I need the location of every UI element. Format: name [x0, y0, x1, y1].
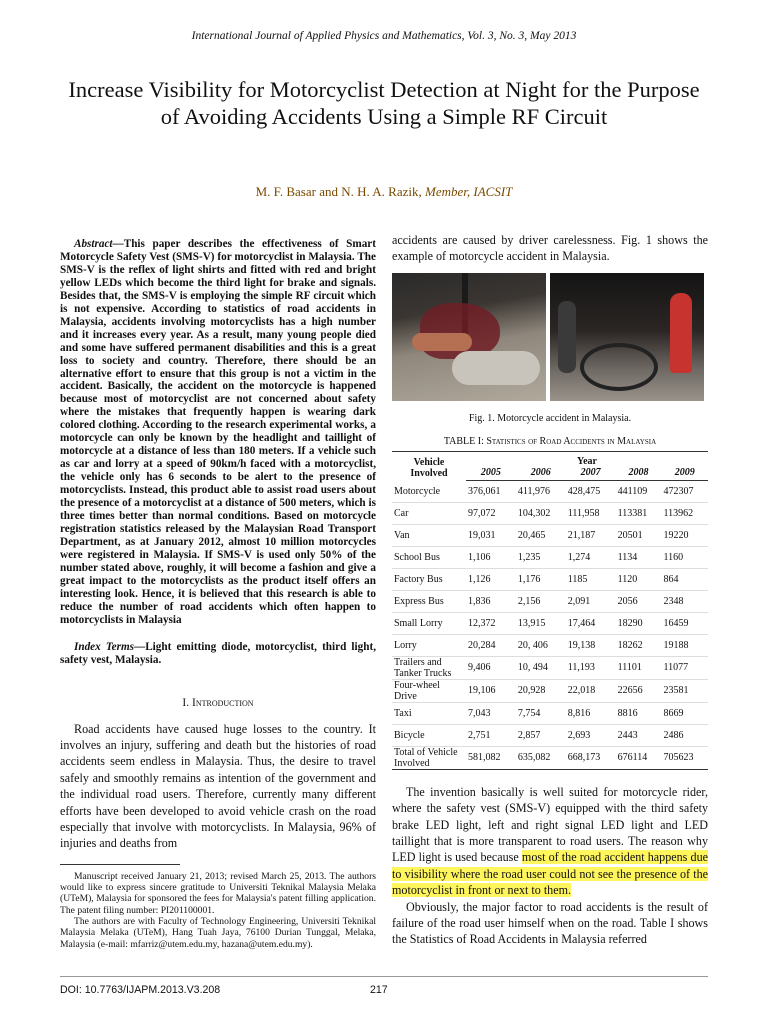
table-year: 2009: [662, 467, 708, 481]
author-names: M. F. Basar and N. H. A. Razik,: [255, 184, 422, 199]
index-terms: [60, 641, 376, 667]
table-cell-vehicle: Small Lorry: [392, 612, 466, 634]
table-cell: 8816: [616, 702, 662, 724]
table-cell: 1,126: [466, 568, 516, 590]
table-cell-vehicle: Car: [392, 502, 466, 524]
table-cell: 19,138: [566, 634, 616, 656]
table-cell: 22,018: [566, 679, 616, 702]
table-cell-vehicle: Total of Vehicle Involved: [392, 746, 466, 769]
table-row: [392, 568, 708, 590]
table-cell: 11,193: [566, 656, 616, 679]
table-year: 2005: [466, 467, 516, 481]
footnote-affiliation: The authors are with Faculty of Technology Engineering, Universiti Teknikal Malaysia Melaka (UTeM), Hang Tuah Jaya, 76100 Durian Tunggal, Melaka, Malaysia (e-mail: mfarriz@utem.edu.my, hazana@utem.edu.my).: [60, 916, 376, 950]
table-cell: 19,031: [466, 524, 516, 546]
table-cell: 111,958: [566, 502, 616, 524]
table-cell: 864: [662, 568, 708, 590]
table-year: 2006: [516, 467, 566, 481]
footnote-manuscript: Manuscript received January 21, 2013; revised March 25, 2013. The authors would like to express sincere gratitude to Universiti Teknikal Malaysia Melaka (UTeM), Malaysia for sponsored the fees for Malaysia's patent filling application. The patent filing number: PI201100001.: [60, 870, 376, 916]
table-row: [392, 502, 708, 524]
table-cell: 581,082: [466, 746, 516, 769]
table-row: [392, 724, 708, 746]
table-cell: 1185: [566, 568, 616, 590]
table-cell: 16459: [662, 612, 708, 634]
table-cell: 2,156: [516, 590, 566, 612]
index-terms-lead: Index Terms: [74, 640, 135, 653]
table-cell: 23581: [662, 679, 708, 702]
table-header-vehicle: Vehicle Involved: [410, 457, 448, 480]
invention-paragraph: [392, 784, 708, 899]
table-cell: 1,235: [516, 546, 566, 568]
table-cell: 20,284: [466, 634, 516, 656]
table-cell-vehicle: Van: [392, 524, 466, 546]
table-cell-vehicle: School Bus: [392, 546, 466, 568]
table-cell: 2,857: [516, 724, 566, 746]
table-cell: 705623: [662, 746, 708, 769]
table-cell: 19,106: [466, 679, 516, 702]
table-cell: 18262: [616, 634, 662, 656]
table-cell: 10, 494: [516, 656, 566, 679]
table-row: [392, 546, 708, 568]
table-cell: 668,173: [566, 746, 616, 769]
accident-photo-right: [550, 273, 704, 401]
page-footer: [60, 976, 708, 996]
table-cell: 2,751: [466, 724, 516, 746]
table-cell: 441109: [616, 480, 662, 502]
table-row: [392, 702, 708, 724]
table-cell-vehicle: Taxi: [392, 702, 466, 724]
table-cell-vehicle: Motorcycle: [392, 480, 466, 502]
table-header-year: Year: [577, 455, 597, 467]
table-row: [392, 612, 708, 634]
table-cell: 411,976: [516, 480, 566, 502]
table-cell-vehicle: Lorry: [392, 634, 466, 656]
table-cell-vehicle: Express Bus: [392, 590, 466, 612]
abstract: [60, 238, 376, 627]
table-row: [392, 656, 708, 679]
section-heading-introduction: I. Introduction: [182, 696, 254, 709]
table-row: [392, 634, 708, 656]
table-cell: 8,816: [566, 702, 616, 724]
abstract-lead: Abstract: [74, 238, 113, 250]
table-cell: 1,836: [466, 590, 516, 612]
table-cell: 2,693: [566, 724, 616, 746]
table-cell: 7,754: [516, 702, 566, 724]
table-cell: 428,475: [566, 480, 616, 502]
road-accident-statistics-table: [392, 451, 708, 770]
table-cell: 1120: [616, 568, 662, 590]
abstract-text: —This paper describes the effectiveness of Smart Motorcycle Safety Vest (SMS-V) for motorcyclist in Malaysia. The SMS-V is the reflex of light shirts and fitted with red and bright yellow LEDs which become the third light for brake and signals. Besides that, the SMS-V is employing the simple RF circuit which is not expensive. According to statistics of road accidents in Malaysia, accidents involving motorcyclists has a high number and it increases every year. As a result, many young people died and some have suffered permanent disabilities and this is a great loss to society and country. Therefore, there should be an alternative effort to ensure that this group is not a victim in the accident. Basically, the accident on the motorcycle is happened because most of motorcyclist are not concerned about safety where the mistakes that frequently happen is wearing dark colored clothing. According to the research experimental works, a motorcycle can only be known by the headlight and taillight of motorcycle at a distance of less than 180 meters. If a vehicle such as car and lorry at a speed of 90km/h faced with a motorcyclist, the vehicle only has 6 seconds to be alert to the presence of motorcyclists. Instead, this product able to assist road users about the presence of a motorcyclist at a distance of 500 meters, which is three times better than normal conditions. Based on motorcycle registration statistics released by the Malaysian Road Transport Department, as at January 2012, almost 10 million motorcycles were registered in Malaysia. If SMS-V is used only 50% of the number stated above, roughly, it will become a fashion and give a great impact to the motorcyclists as the product itself offers an interesting look. Hence, it is believed that this research is able to reduce the number of road accidents which often happen to motorcyclists in Malaysia: [60, 238, 376, 626]
paper-title: Increase Visibility for Motorcyclist Detection at Night for the Purpose of Avoiding Accidents Using a Simple RF Circuit: [68, 77, 700, 129]
table-caption-text: Statistics of Road Accidents in Malaysia: [486, 435, 657, 447]
table-row: [392, 590, 708, 612]
table-cell: 97,072: [466, 502, 516, 524]
right-intro-paragraph: accidents are caused by driver carelessness. Fig. 1 shows the example of motorcycle accident in Malaysia.: [392, 233, 708, 264]
index-terms-text: —Light emitting diode, motorcyclist, third light, safety vest, Malaysia.: [60, 640, 376, 666]
invention-text: The invention basically is well suited for motorcycle rider, where the safety vest (SMS-V) equipped with the third safety brake LED light, left and right signal LED light and LED taillight that is more transparent to road users. The reason why LED light is used because: [392, 784, 708, 865]
table-cell: 20,465: [516, 524, 566, 546]
table-cell: 11077: [662, 656, 708, 679]
introduction-paragraph: Road accidents have caused huge losses to the country. It involves an injury, suffering and death but the histories of road accidents seem endless in Malaysia. Thus, the desire to travel safely and smoothly remains as intention of the government and the individual road users. Therefore, currently many different efforts have been developed to avoid vehicle crash on the road especially that involve with motorcyclists. In Malaysia, 96% of injuries and deaths from: [60, 721, 376, 851]
table-cell: 2,091: [566, 590, 616, 612]
table-cell: 21,187: [566, 524, 616, 546]
table-row: [392, 679, 708, 702]
table-cell-vehicle: Trailers and Tanker Trucks: [392, 656, 466, 679]
table-cell: 1134: [616, 546, 662, 568]
table-cell: 22656: [616, 679, 662, 702]
table-cell: 2486: [662, 724, 708, 746]
table-cell: 472307: [662, 480, 708, 502]
table-year: 2008: [616, 467, 662, 481]
doi: DOI: 10.7763/IJAPM.2013.V3.208: [60, 984, 221, 996]
table-cell: 19220: [662, 524, 708, 546]
table-cell: 113381: [616, 502, 662, 524]
figure-1: [392, 273, 708, 401]
authors: [0, 184, 768, 200]
accident-photo-left: [392, 273, 546, 401]
table-cell: 7,043: [466, 702, 516, 724]
table-row: [392, 524, 708, 546]
table-cell: 376,061: [466, 480, 516, 502]
table-cell: 8669: [662, 702, 708, 724]
table-cell: 17,464: [566, 612, 616, 634]
left-column: [60, 238, 376, 950]
table-caption-prefix: TABLE I:: [443, 435, 487, 447]
table-cell: 20501: [616, 524, 662, 546]
table-cell-vehicle: Four-wheel Drive: [392, 679, 466, 702]
table-cell: 18290: [616, 612, 662, 634]
table-row: [392, 480, 708, 502]
table-cell: 13,915: [516, 612, 566, 634]
table-cell-vehicle: Factory Bus: [392, 568, 466, 590]
figure-caption: Fig. 1. Motorcycle accident in Malaysia.: [468, 412, 632, 424]
table-cell: 19188: [662, 634, 708, 656]
table-cell: 2348: [662, 590, 708, 612]
author-membership: Member, IACSIT: [425, 184, 513, 199]
table-cell: 12,372: [466, 612, 516, 634]
table-cell: 2056: [616, 590, 662, 612]
right-column: [392, 232, 708, 948]
table-cell: 676114: [616, 746, 662, 769]
highlighted-text: most of the road accident happens due to visibility where the road user could not see the presence of the motorcyclist in front or next to them.: [392, 850, 708, 898]
major-factor-paragraph: Obviously, the major factor to road accidents is the result of failure of the road user himself when on the road. Table I shows the Statistics of Road Accidents in Malaysia referred: [392, 899, 708, 947]
table-row-total: [392, 746, 708, 769]
table-cell: 1,106: [466, 546, 516, 568]
table-cell: 113962: [662, 502, 708, 524]
table-caption: [392, 436, 708, 447]
journal-header: International Journal of Applied Physics and Mathematics, Vol. 3, No. 3, May 2013: [191, 30, 577, 42]
table-cell: 9,406: [466, 656, 516, 679]
table-year: 2007: [566, 467, 616, 481]
table-cell: 635,082: [516, 746, 566, 769]
table-cell: 1,274: [566, 546, 616, 568]
table-cell: 20,928: [516, 679, 566, 702]
table-cell: 2443: [616, 724, 662, 746]
page-number: 217: [370, 984, 388, 996]
table-cell: 1,176: [516, 568, 566, 590]
table-cell: 104,302: [516, 502, 566, 524]
table-cell: 11101: [616, 656, 662, 679]
table-cell: 1160: [662, 546, 708, 568]
table-cell: 20, 406: [516, 634, 566, 656]
table-cell-vehicle: Bicycle: [392, 724, 466, 746]
